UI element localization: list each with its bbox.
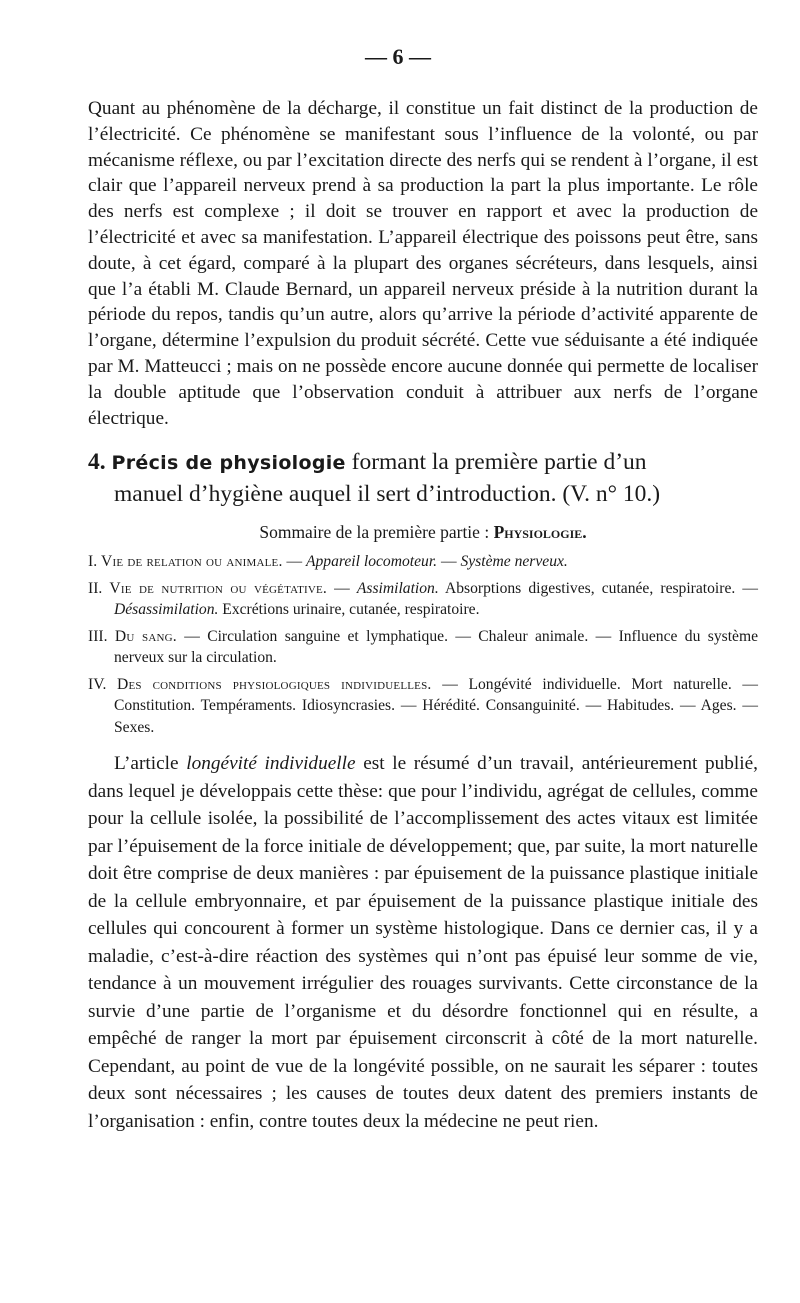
summary-sep: — bbox=[437, 553, 461, 571]
summary-sep: — bbox=[327, 579, 357, 597]
summary-numeral: I. bbox=[88, 553, 98, 571]
summary-italic: Désassimilation. bbox=[114, 601, 219, 619]
summary-rest: — Longévité individuelle. Mort naturelle. — Constitution. Tempéraments. Idiosyncrasies. — Hérédité. Consanguinité. — Habitudes. — Ages. — Sexes. bbox=[114, 675, 759, 736]
summary-italic: Assimilation. bbox=[356, 579, 439, 597]
summary-rest: Excrétions urinaire, cutanée, respiratoire. bbox=[218, 601, 480, 619]
summary-numeral: III. bbox=[88, 627, 108, 645]
summary-caps: Vie de nutrition ou végétative. bbox=[109, 579, 328, 597]
summary-sep: Absorptions digestives, cutanée, respiratoire. — bbox=[438, 579, 758, 597]
section-title-line2: manuel d’hygiène auquel il sert d’introduction. (V. n° 10.) bbox=[114, 481, 661, 508]
summary-numeral: II. bbox=[88, 579, 103, 597]
summary-list bbox=[88, 551, 758, 738]
paragraph-italic-term: longévité individuelle bbox=[186, 753, 356, 775]
summary-numeral: IV. bbox=[88, 675, 107, 693]
summary-title bbox=[88, 522, 758, 543]
page-number: — 6 — bbox=[365, 44, 431, 69]
summary-item bbox=[88, 551, 758, 573]
section-number: 4. bbox=[88, 449, 106, 476]
summary-title-caps: Physiologie. bbox=[493, 522, 587, 543]
section-heading bbox=[88, 447, 758, 479]
summary-item bbox=[88, 626, 758, 669]
section-title-rest: formant la première partie d’un bbox=[351, 449, 647, 476]
summary-italic: Appareil locomoteur. bbox=[305, 553, 438, 571]
section-bold-title: Précis de physiologie bbox=[111, 452, 346, 475]
summary-item bbox=[88, 578, 758, 621]
summary-caps: Du sang. bbox=[114, 627, 177, 645]
body-paragraph-1: Quant au phénomène de la décharge, il constitue un fait distinct de la production de l’électricité. Ce phénomène se manifestant sous l’influence de la volonté, ou par mécanisme réflexe, ou par l’excitation directe des nerfs qui se rendent à l’organe, il est clair que l’appareil nerveux prend à sa production la part la plus importante. Le rôle des nerfs est complexe ; il doit se trouver en rapport et avec la production de l’électricité et avec sa manifestation. L’appareil électrique des poissons peut être, sans doute, à cet égard, comparé à la plupart des organes sécréteurs, dans lesquels, ainsi que l’a établi M. Claude Bernard, un appareil nerveux préside à la nutrition durant la période du repos, tandis qu’un autre, alors qu’arrive la période d’activité apparente de l’organe, détermine l’expulsion du produit sécrété. Cette vue séduisante a été indiquée par M. Matteucci ; mais on ne possède encore aucune donnée qui permette de localiser la double aptitude que l’observation conduit à attribuer aux nerfs de l’organe électrique. bbox=[88, 98, 758, 429]
summary-item bbox=[88, 674, 758, 739]
paragraph-lead: L’article bbox=[114, 753, 187, 775]
summary-sep: — bbox=[282, 553, 306, 571]
summary-caps: Des conditions physiologiques individuelles. bbox=[117, 675, 432, 693]
body-paragraph-2 bbox=[88, 750, 758, 1135]
summary-italic: Système nerveux. bbox=[460, 553, 568, 571]
summary-title-prefix: Sommaire de la première partie : bbox=[259, 522, 490, 543]
summary-caps: Vie de relation ou animale. bbox=[101, 553, 283, 571]
paragraph-body: est le résumé d’un travail, antérieurement publié, dans lequel je développais cette thèse: que pour l’individu, agrégat de cellules, comme pour la cellule isolée, la possibilité de l’accomplissement des actes vitaux est limitée par l’épuisement de la force initiale de développement; que, par suite, la mort naturelle doit être comprise de deux manières : par épuisement de la puissance plastique initiale de la cellule embryonnaire, et par épuisement de la puissance plastique initiale des cellules qui concourent à former un système histologique. Dans ce dernier cas, il y a maladie, c’est-à-dire réaction des systèmes qui n’ont pas épuisé leur somme de vie, tendance à un mouvement irrégulier des rouages survivants. Cette circonstance de la survie d’une partie de l’organisme et du désordre fonctionnel qui en résulte, a empêché de ranger la mort par épuisement circonscrit à côté de la mort naturelle. Cependant, au point de vue de la longévité possible, on ne saurait les séparer : toutes deux sont nécessaires ; les causes de toutes deux datent des premiers instants de l’organisation : enfin, contre toutes deux la médecine ne peut rien. bbox=[88, 753, 759, 1132]
summary-rest: — Circulation sanguine et lymphatique. — Chaleur animale. — Influence du système nerveux sur la circulation. bbox=[114, 627, 758, 667]
